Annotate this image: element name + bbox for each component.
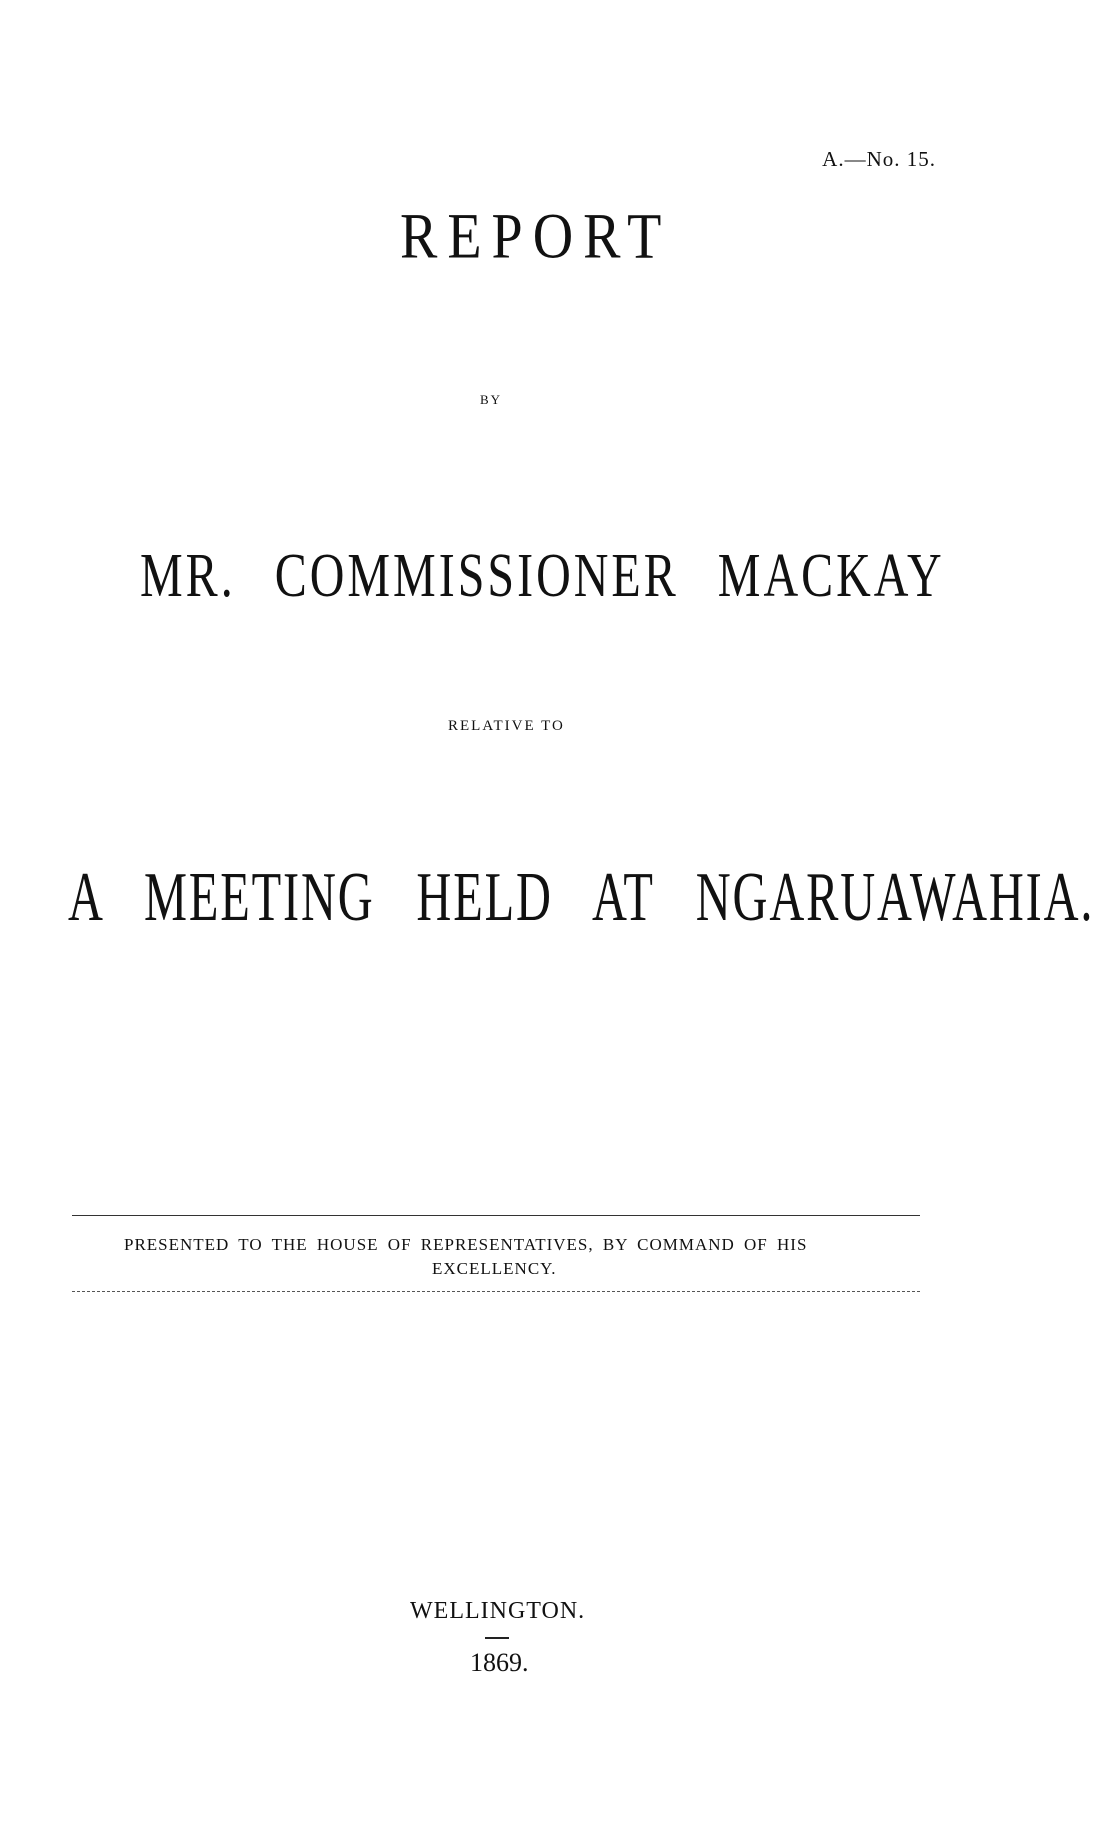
imprint-year: 1869. — [470, 1648, 529, 1677]
author-name: MR. COMMISSIONER MACKAY — [140, 541, 945, 611]
document-reference-number: A.—No. 15. — [822, 147, 936, 171]
imprint-dash — [485, 1637, 509, 1639]
report-subject: A MEETING HELD AT NGARUAWAHIA. — [68, 859, 1095, 937]
presentation-line-2: EXCELLENCY. — [432, 1259, 557, 1278]
top-divider — [72, 1215, 920, 1216]
presentation-line-1: PRESENTED TO THE HOUSE OF REPRESENTATIVES, BY COMMAND OF HIS — [124, 1235, 808, 1254]
by-label: BY — [480, 392, 503, 407]
imprint-place: WELLINGTON. — [410, 1598, 586, 1624]
bottom-divider — [72, 1291, 920, 1292]
report-title: REPORT — [400, 201, 672, 273]
relative-to-label: RELATIVE TO — [448, 718, 565, 734]
